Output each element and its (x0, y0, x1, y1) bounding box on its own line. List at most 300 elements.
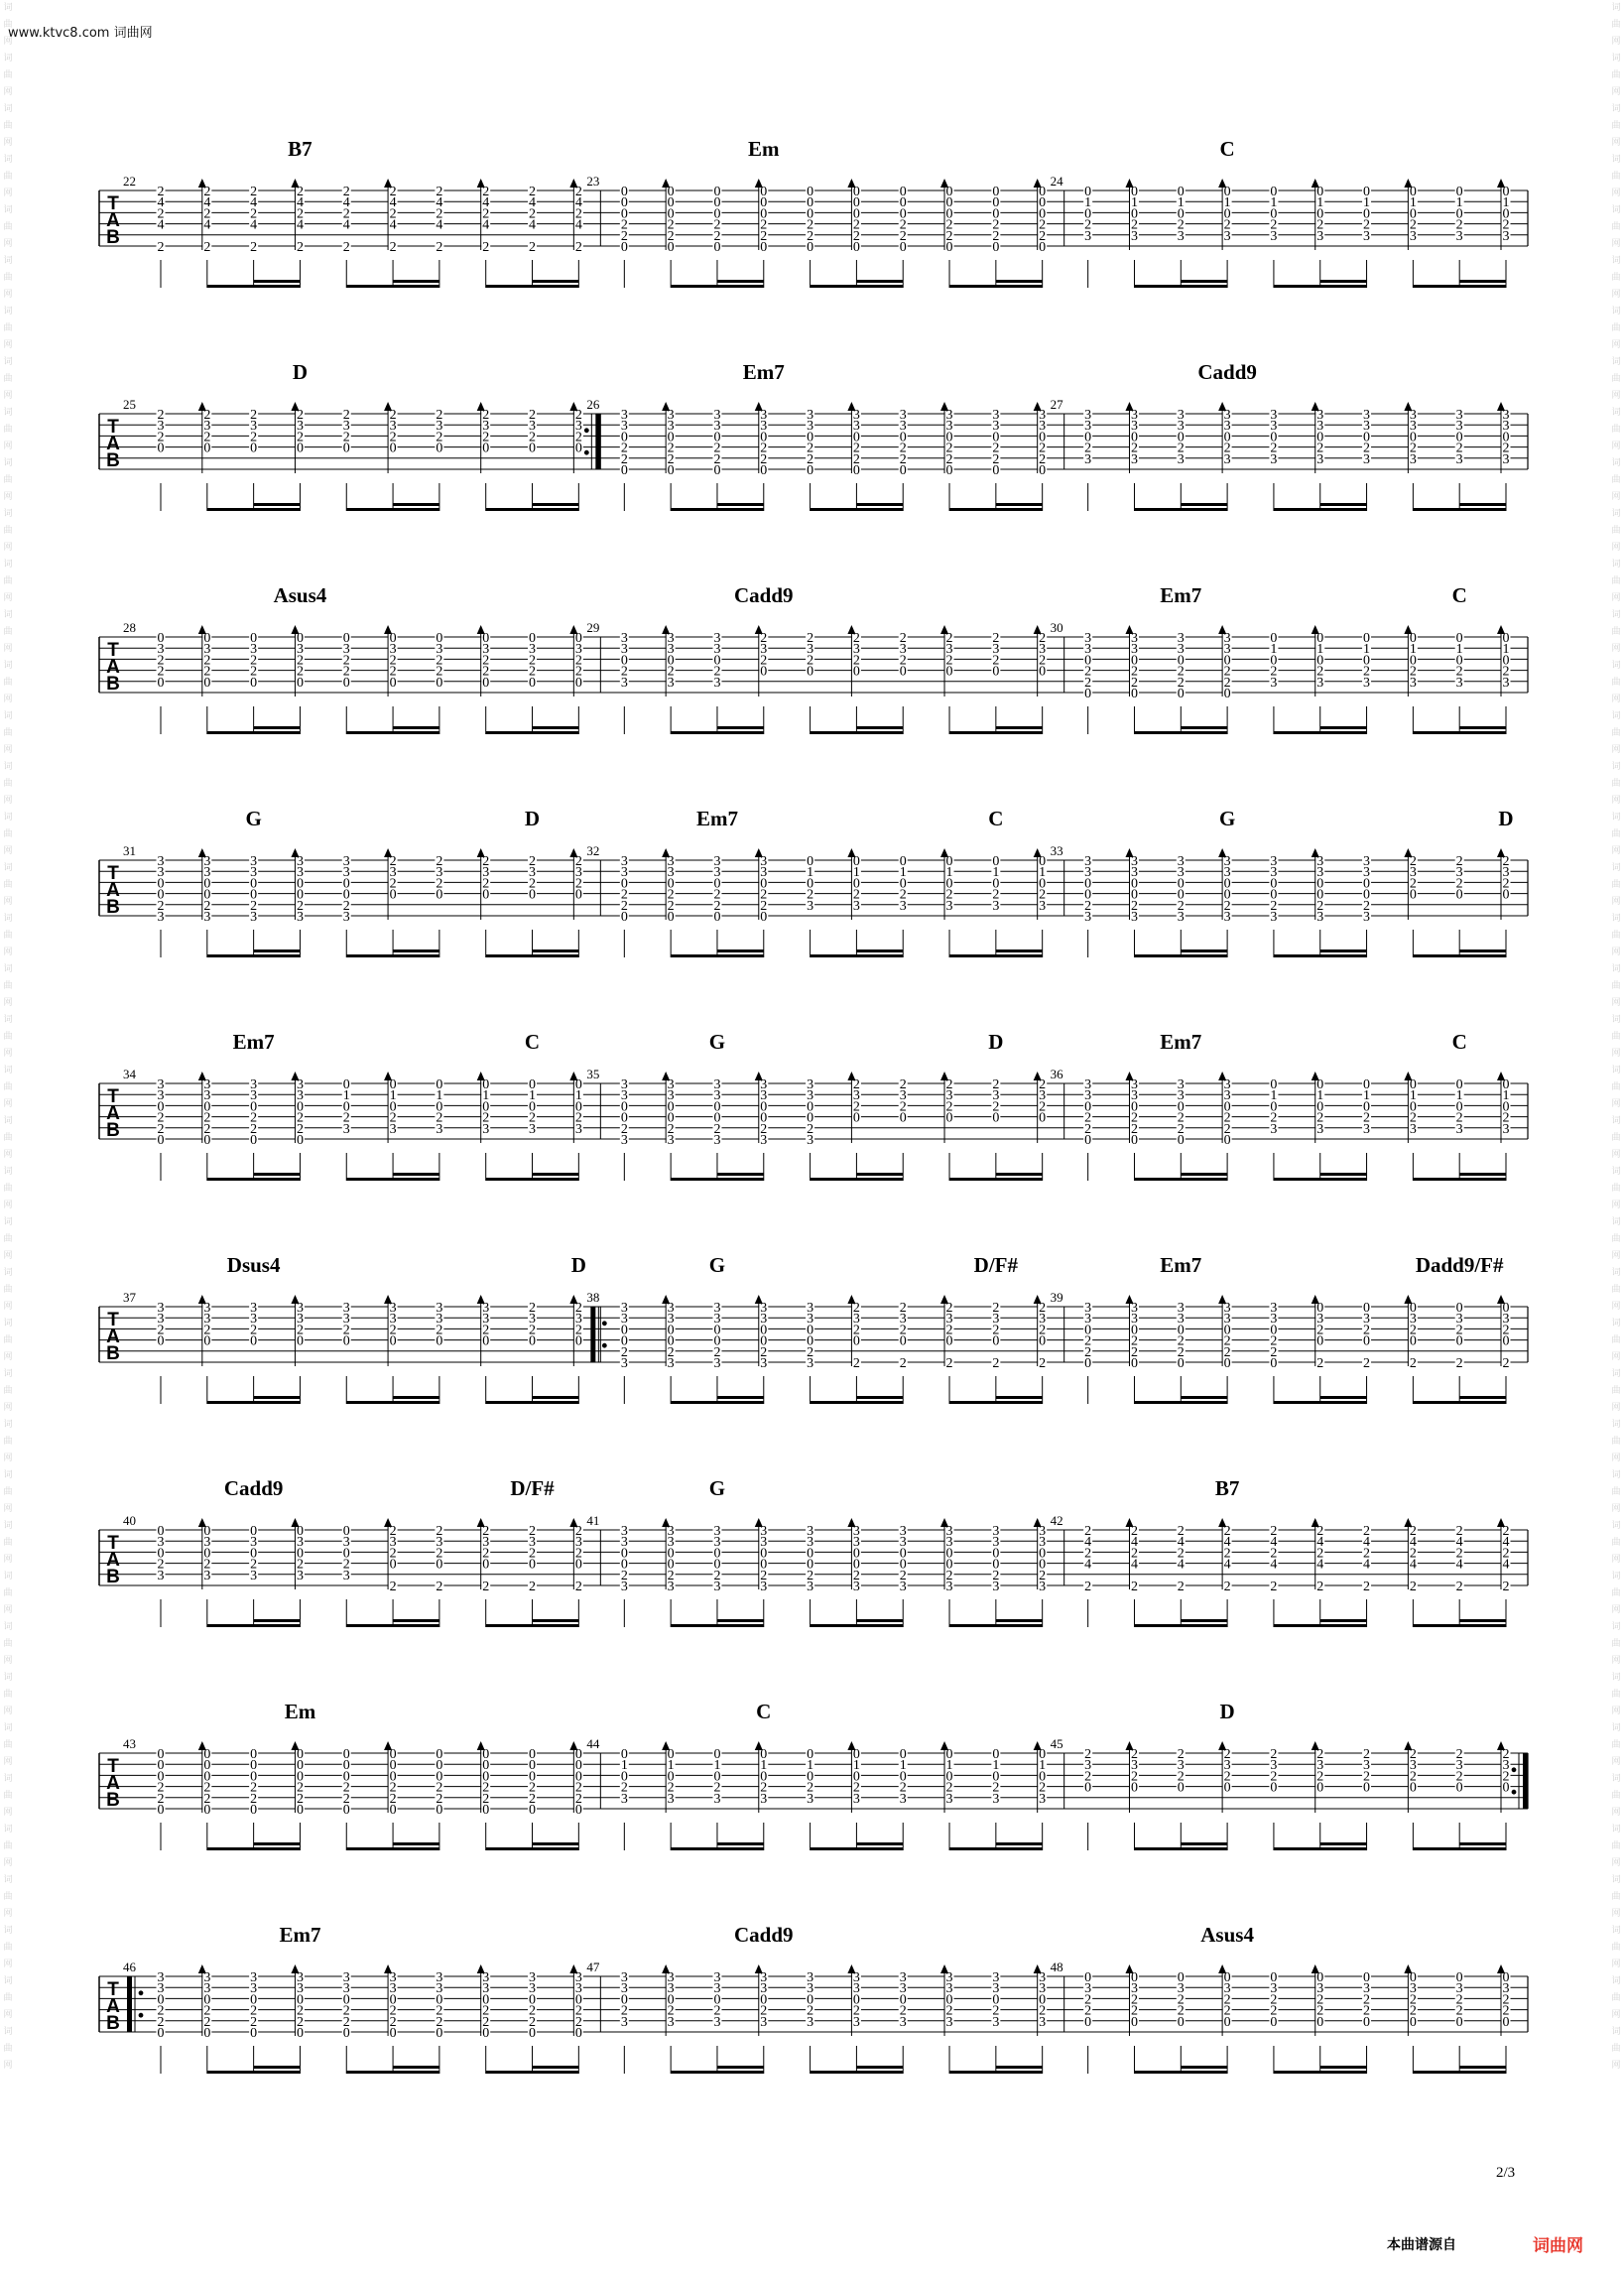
measure-number: 41 (586, 1513, 600, 1528)
fret-number: 1 (1455, 642, 1463, 658)
fret-number: 2 (1223, 1992, 1231, 2008)
fret-number: 0 (436, 2026, 443, 2041)
beam (486, 2071, 579, 2074)
fret-number: 0 (482, 1758, 490, 1774)
arrow-head (1125, 625, 1133, 634)
fret-number: 1 (620, 1758, 628, 1774)
fret-number: 2 (1502, 441, 1510, 456)
fret-number: 3 (620, 1580, 628, 1594)
fret-number: 2 (157, 898, 165, 914)
fret-number: 0 (620, 240, 628, 255)
chord-name: G (1218, 807, 1236, 830)
fret-column (806, 1524, 814, 1594)
arrow-head (940, 1741, 948, 1750)
fret-number: 3 (342, 1981, 350, 1997)
fret-number: 0 (250, 1546, 258, 1562)
fret-column (569, 1072, 583, 1143)
fret-number: 2 (482, 240, 490, 255)
fret-number: 3 (852, 1791, 860, 1807)
arrow-head (291, 1072, 299, 1080)
chord-name: C (1451, 1030, 1467, 1054)
fret-number: 0 (389, 1077, 397, 1092)
beam (1413, 2071, 1506, 2074)
tab-clef-letter: B (106, 674, 120, 695)
fret-number: 3 (807, 1970, 814, 1985)
beam (1134, 1847, 1227, 1850)
fret-number: 3 (852, 898, 860, 914)
fret-number: 3 (574, 865, 582, 881)
fret-number: 2 (250, 653, 258, 669)
fret-number: 0 (899, 430, 907, 445)
fret-number: 2 (157, 185, 165, 199)
fret-number: 2 (620, 1344, 628, 1360)
fret-number: 0 (807, 854, 814, 869)
watermark-left: 词曲网词曲网词曲网词曲网词曲网词曲网词曲网词曲网词曲网词曲网词曲网词曲网词曲网词曲网词曲网词曲网词曲网词曲网词曲网词曲网词曲网词曲网词曲网词曲网词曲网词曲网词曲网词曲网词曲网词曲网词曲网词曲网词曲网词曲网词曲网词曲网词曲网词曲网词曲网词曲网词曲网 (3, 3, 13, 2071)
fret-number: 4 (389, 217, 397, 233)
fret-number: 2 (482, 408, 490, 423)
fret-number: 3 (1409, 1981, 1417, 1997)
measure-number: 45 (1050, 1736, 1063, 1751)
fret-number: 0 (1409, 1099, 1417, 1115)
fret-number: 2 (529, 240, 537, 255)
beam-16th (1181, 1173, 1227, 1176)
tab-clef-letter: T (107, 1756, 119, 1777)
fret-number: 2 (296, 206, 304, 222)
fret-column (569, 1295, 583, 1366)
arrow-head (847, 1518, 855, 1527)
fret-number: 2 (203, 1557, 211, 1573)
beam (1134, 731, 1227, 734)
fret-number: 2 (342, 2003, 350, 2019)
fret-number: 3 (1039, 1970, 1047, 1985)
tab-system (99, 346, 1528, 565)
tab-clef-letter: T (107, 640, 119, 661)
fret-number: 4 (1316, 1557, 1324, 1573)
fret-number: 1 (807, 1758, 814, 1774)
fret-number: 0 (203, 1099, 211, 1115)
fret-number: 2 (1455, 1356, 1463, 1371)
fret-number: 0 (250, 876, 258, 892)
fret-number: 3 (992, 642, 1000, 658)
fret-number: 2 (1223, 675, 1231, 691)
fret-number: 2 (1177, 2003, 1185, 2019)
fret-number: 3 (389, 1312, 397, 1328)
fret-number: 2 (945, 1323, 953, 1338)
fret-number: 2 (713, 887, 721, 903)
fret-column (1455, 1970, 1464, 2030)
fret-number: 0 (945, 430, 953, 445)
measure-number: 40 (123, 1513, 136, 1528)
beam-16th (996, 949, 1043, 952)
fret-column (528, 1747, 537, 1818)
arrow-head (847, 1295, 855, 1304)
beam (346, 1401, 439, 1404)
fret-number: 0 (852, 1769, 860, 1785)
fret-number: 0 (1363, 2014, 1371, 2030)
fret-column (1497, 1741, 1511, 1813)
arrow-head (662, 848, 670, 857)
fret-number: 3 (203, 1568, 211, 1583)
fret-number: 3 (1502, 419, 1510, 435)
beam-16th (533, 1173, 579, 1176)
fret-number: 0 (342, 1747, 350, 1762)
beam-16th (533, 1619, 579, 1622)
fret-number: 3 (620, 408, 628, 423)
arrow-head (1218, 1295, 1226, 1304)
fret-number: 2 (620, 2003, 628, 2019)
repeat-dot (602, 1321, 607, 1326)
measure-number: 26 (586, 397, 600, 412)
fret-number: 0 (203, 1758, 211, 1774)
arrow-head (1404, 1518, 1412, 1527)
fret-number: 0 (1316, 430, 1324, 445)
fret-number: 0 (667, 653, 675, 669)
fret-number: 2 (1270, 1546, 1278, 1562)
chord-name: D/F# (973, 1253, 1019, 1277)
fret-column (1083, 1524, 1092, 1594)
fret-number: 2 (620, 1121, 628, 1137)
fret-number: 2 (667, 1568, 675, 1583)
arrow-head (1218, 848, 1226, 857)
beam (1413, 954, 1506, 957)
fret-number: 3 (342, 1121, 350, 1137)
fret-column (528, 854, 537, 903)
fret-column (712, 185, 721, 255)
fret-number: 0 (1455, 1077, 1463, 1092)
fret-number: 3 (1130, 642, 1138, 658)
fret-number: 2 (1409, 1992, 1417, 2008)
fret-number: 3 (1409, 1758, 1417, 1774)
fret-number: 0 (1502, 1333, 1510, 1349)
fret-number: 3 (713, 1524, 721, 1539)
fret-number: 0 (760, 910, 768, 925)
fret-number: 0 (1084, 687, 1092, 701)
fret-number: 0 (482, 1747, 490, 1762)
beam-16th (1459, 1842, 1506, 1845)
fret-column (435, 408, 443, 456)
fret-column (1034, 1741, 1048, 1813)
fret-number: 0 (1502, 631, 1510, 646)
fret-number: 3 (436, 419, 443, 435)
fret-number: 3 (1455, 675, 1463, 691)
arrow-head (940, 1518, 948, 1527)
fret-number: 0 (436, 1747, 443, 1762)
fret-number: 0 (529, 1803, 537, 1818)
fret-number: 2 (1316, 1747, 1324, 1762)
repeat-end-thick (595, 414, 600, 469)
fret-number: 2 (1502, 1323, 1510, 1338)
fret-column (1455, 1077, 1464, 1137)
fret-number: 0 (1084, 206, 1092, 222)
fret-number: 2 (574, 240, 582, 255)
beam-16th (717, 280, 764, 283)
arrow-head (1125, 1741, 1133, 1750)
fret-number: 2 (529, 854, 537, 869)
beam-16th (533, 1842, 579, 1845)
fret-number: 3 (667, 1524, 675, 1539)
tab-clef-letter: B (106, 1120, 120, 1141)
fret-number: 3 (713, 1535, 721, 1551)
fret-number: 2 (1130, 1992, 1138, 2008)
fret-column (198, 402, 212, 473)
fret-column (712, 1970, 721, 2030)
fret-column (1404, 1741, 1418, 1813)
beam-16th (254, 1619, 301, 1622)
fret-number: 2 (620, 217, 628, 233)
fret-number: 2 (1084, 1344, 1092, 1360)
fret-number: 0 (760, 240, 768, 255)
fret-number: 0 (1316, 1077, 1324, 1092)
fret-number: 3 (667, 1970, 675, 1985)
fret-number: 0 (157, 441, 165, 456)
fret-number: 0 (1177, 1970, 1185, 1985)
fret-number: 3 (1223, 228, 1231, 244)
fret-number: 0 (852, 1546, 860, 1562)
fret-number: 3 (760, 642, 768, 658)
beam (346, 2071, 439, 2074)
fret-number: 3 (1409, 865, 1417, 881)
fret-number: 1 (1409, 642, 1417, 658)
fret-number: 2 (389, 876, 397, 892)
fret-number: 3 (342, 642, 350, 658)
fret-number: 3 (342, 1568, 350, 1583)
fret-number: 0 (1039, 206, 1047, 222)
beam (1274, 954, 1367, 957)
fret-number: 3 (1316, 675, 1324, 691)
fret-number: 3 (389, 1301, 397, 1316)
chord-name: Dsus4 (226, 1253, 281, 1277)
fret-number: 0 (899, 463, 907, 478)
fret-number: 2 (529, 1524, 537, 1539)
fret-number: 3 (1177, 865, 1185, 881)
arrow-head (755, 402, 763, 411)
fret-number: 3 (807, 642, 814, 658)
fret-number: 2 (436, 2003, 443, 2019)
tab-system (99, 1462, 1528, 1681)
fret-number: 3 (342, 1535, 350, 1551)
fret-column (899, 1524, 908, 1594)
fret-number: 2 (1363, 1323, 1371, 1338)
fret-column (1083, 1077, 1092, 1148)
fret-number: 2 (1316, 1992, 1324, 2008)
fret-number: 0 (250, 631, 258, 646)
fret-number: 2 (1084, 1992, 1092, 2008)
fret-number: 2 (1316, 1323, 1324, 1338)
fret-number: 3 (1270, 854, 1278, 869)
fret-number: 2 (574, 653, 582, 669)
fret-column (1125, 179, 1139, 250)
fret-number: 0 (992, 1110, 1000, 1126)
fret-number: 2 (574, 854, 582, 869)
fret-number: 3 (620, 1356, 628, 1371)
fret-number: 0 (1455, 1333, 1463, 1349)
arrow-head (1312, 1072, 1319, 1080)
fret-column (806, 185, 814, 255)
fret-number: 0 (945, 1769, 953, 1785)
fret-column (477, 402, 491, 473)
fret-number: 1 (1409, 195, 1417, 211)
fret-number: 3 (620, 675, 628, 691)
fret-number: 2 (1455, 1769, 1463, 1785)
fret-number: 2 (1270, 1110, 1278, 1126)
fret-number: 0 (1177, 1780, 1185, 1796)
fret-number: 0 (945, 195, 953, 211)
fret-number: 3 (1130, 451, 1138, 467)
beam (811, 731, 904, 734)
fret-number: 0 (296, 675, 304, 691)
repeat-dot (584, 450, 589, 455)
arrow-head (1497, 625, 1505, 634)
fret-number: 2 (389, 2014, 397, 2030)
fret-number: 2 (945, 887, 953, 903)
measure-number: 48 (1050, 1960, 1063, 1974)
tab-staff-svg (99, 793, 1528, 991)
fret-number: 3 (389, 419, 397, 435)
fret-number: 0 (157, 1099, 165, 1115)
arrow-head (198, 1295, 206, 1304)
fret-number: 4 (1409, 1535, 1417, 1551)
fret-column (1497, 1072, 1511, 1143)
fret-column (342, 631, 351, 691)
tab-clef-letter: A (106, 1550, 120, 1571)
measure-number: 30 (1050, 620, 1063, 635)
fret-number: 2 (760, 1121, 768, 1137)
fret-number: 0 (899, 664, 907, 680)
fret-number: 2 (1130, 1344, 1138, 1360)
fret-number: 2 (1409, 1580, 1417, 1594)
tab-staff-svg (99, 123, 1528, 321)
fret-number: 3 (250, 1535, 258, 1551)
fret-number: 0 (620, 1769, 628, 1785)
fret-number: 2 (1223, 1524, 1231, 1539)
fret-number: 3 (1039, 408, 1047, 423)
fret-number: 0 (529, 675, 537, 691)
fret-number: 2 (1130, 1524, 1138, 1539)
fret-number: 3 (945, 1580, 953, 1594)
fret-number: 3 (760, 1301, 768, 1316)
fret-number: 0 (667, 206, 675, 222)
fret-number: 2 (1039, 1099, 1047, 1115)
arrow-head (384, 1518, 392, 1527)
fret-number: 2 (342, 430, 350, 445)
fret-number: 3 (899, 1088, 907, 1104)
fret-number: 0 (203, 631, 211, 646)
fret-number: 4 (1177, 1535, 1185, 1551)
fret-number: 2 (1455, 1110, 1463, 1126)
fret-number: 2 (992, 451, 1000, 467)
fret-number: 0 (1409, 2014, 1417, 2030)
fret-number: 2 (203, 664, 211, 680)
fret-number: 0 (899, 1557, 907, 1573)
fret-number: 0 (296, 887, 304, 903)
fret-number: 2 (157, 2014, 165, 2030)
fret-number: 2 (1409, 1546, 1417, 1562)
fret-number: 2 (1316, 2003, 1324, 2019)
fret-number: 0 (342, 887, 350, 903)
beam (949, 1847, 1043, 1850)
fret-number: 1 (1316, 195, 1324, 211)
tab-clef-letter: A (106, 880, 120, 901)
fret-number: 2 (899, 2003, 907, 2019)
fret-number: 0 (852, 1992, 860, 2008)
arrow-head (662, 625, 670, 634)
fret-number: 0 (1316, 1301, 1324, 1316)
fret-column (806, 854, 814, 914)
beam-16th (393, 2066, 439, 2069)
fret-number: 0 (1502, 1077, 1510, 1092)
fret-number: 4 (296, 217, 304, 233)
fret-number: 3 (1177, 910, 1185, 925)
arrow-head (384, 1964, 392, 1973)
fret-number: 3 (807, 1356, 814, 1371)
fret-number: 2 (945, 1568, 953, 1583)
fret-number: 1 (899, 1758, 907, 1774)
fret-number: 3 (389, 1121, 397, 1137)
arrow-head (1497, 848, 1505, 857)
fret-number: 2 (1270, 1769, 1278, 1785)
fret-number: 0 (157, 1333, 165, 1349)
fret-number: 0 (157, 1546, 165, 1562)
fret-number: 2 (574, 408, 582, 423)
fret-number: 2 (1409, 1747, 1417, 1762)
fret-number: 0 (342, 1077, 350, 1092)
fret-number: 0 (899, 195, 907, 211)
fret-number: 2 (203, 1323, 211, 1338)
fret-number: 0 (620, 185, 628, 199)
fret-number: 2 (157, 408, 165, 423)
fret-column (899, 631, 908, 680)
fret-number: 0 (713, 1992, 721, 2008)
fret-number: 3 (436, 642, 443, 658)
fret-number: 0 (713, 1099, 721, 1115)
fret-number: 2 (1223, 898, 1231, 914)
fret-column (435, 631, 443, 691)
fret-number: 4 (574, 217, 582, 233)
fret-number: 3 (713, 1133, 721, 1148)
beam (949, 285, 1043, 288)
fret-column (1497, 625, 1511, 696)
chord-name: Em7 (742, 360, 785, 384)
arrow-head (1312, 1741, 1319, 1750)
fret-number: 3 (157, 1312, 165, 1328)
fret-number: 0 (945, 664, 953, 680)
fret-number: 2 (1270, 217, 1278, 233)
fret-number: 3 (342, 1970, 350, 1985)
fret-number: 0 (436, 1803, 443, 1818)
fret-column (620, 185, 629, 255)
fret-number: 0 (620, 1099, 628, 1115)
arrow-head (1404, 1072, 1412, 1080)
fret-number: 2 (899, 887, 907, 903)
fret-column (249, 408, 258, 456)
fret-number: 0 (1223, 653, 1231, 669)
measure-number: 47 (586, 1960, 600, 1974)
fret-number: 3 (760, 1981, 768, 1997)
fret-number: 0 (389, 1758, 397, 1774)
fret-number: 3 (1502, 451, 1510, 467)
fret-number: 2 (713, 1121, 721, 1137)
fret-number: 0 (760, 664, 768, 680)
fret-number: 2 (157, 1323, 165, 1338)
beam-16th (996, 1842, 1043, 1845)
arrow-head (1125, 179, 1133, 188)
fret-number: 2 (992, 228, 1000, 244)
fret-number: 2 (1455, 854, 1463, 869)
fret-number: 2 (667, 1344, 675, 1360)
chord-name: Cadd9 (734, 1923, 794, 1947)
fret-column (1177, 1524, 1186, 1594)
fret-number: 0 (1316, 1970, 1324, 1985)
